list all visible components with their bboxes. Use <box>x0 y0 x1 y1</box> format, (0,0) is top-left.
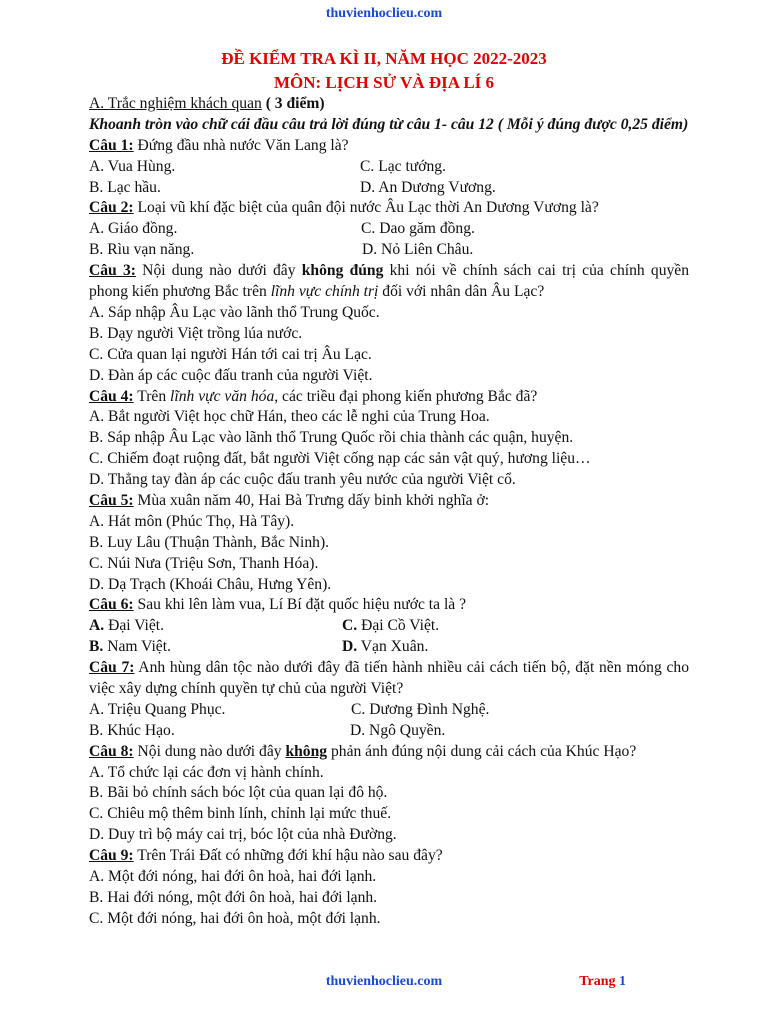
question-text: khi nói về chính sách cai trị của chính quyền phong kiến phương Bắc trên <box>89 262 690 301</box>
instruction: Khoanh tròn vào chữ cái đầu câu trả lời đúng từ câu 1- câu 12 ( Mỗi ý đúng được 0,25 điểm) <box>89 115 689 133</box>
question-text: Trên Trái Đất có những đới khí hậu nào sau đây? <box>133 847 443 865</box>
option-a[interactable]: A. Một đới nóng, hai đới ôn hoà, hai đới lạnh. <box>89 868 377 886</box>
option-b[interactable]: B. Luy Lâu (Thuận Thành, Bắc Ninh). <box>89 533 330 551</box>
option-d[interactable]: D. Dạ Trạch (Khoái Châu, Hưng Yên). <box>89 575 332 593</box>
option-d[interactable]: D. Đàn áp các cuộc đấu tranh của người Việt. <box>89 366 373 384</box>
option-a[interactable] <box>89 617 164 634</box>
question-label: Câu 8: <box>89 742 134 760</box>
option-a[interactable]: A. Triệu Quang Phục. <box>89 700 226 718</box>
option-c[interactable]: C. Một đới nóng, hai đới ôn hoà, một đới lạnh. <box>89 909 381 927</box>
option-row <box>89 178 689 199</box>
question-emphasis: không đúng <box>301 262 384 280</box>
question-4 <box>89 387 689 408</box>
option-b[interactable]: B. Sáp nhập Âu Lạc vào lãnh thổ Trung Quốc rồi chia thành các quận, huyện. <box>89 429 574 447</box>
option-d[interactable] <box>342 637 428 658</box>
option-d[interactable]: D. An Dương Vương. <box>360 178 496 196</box>
question-italic: lĩnh vực văn hóa <box>170 387 275 405</box>
question-8 <box>89 742 689 763</box>
option-c[interactable]: C. Chiêu mộ thêm binh lính, chỉnh lại mức thuế. <box>89 805 392 823</box>
question-text: Loại vũ khí đặc biệt của quân đội nước Âu Lạc thời An Dương Vương là? <box>133 199 599 217</box>
question-label: Câu 1: <box>89 136 134 154</box>
question-label: Câu 5: <box>89 491 134 509</box>
question-label: Câu 6: <box>89 596 134 614</box>
question-emphasis: không <box>285 742 328 760</box>
question-label: Câu 2: <box>89 199 134 217</box>
option-row <box>89 219 689 240</box>
question-1 <box>89 136 689 157</box>
exam-content <box>89 94 689 930</box>
question-9 <box>89 846 689 867</box>
question-text: , các triều đại phong kiến phương Bắc đã? <box>274 387 538 405</box>
option-b[interactable]: B. Rìu vạn năng. <box>89 241 195 259</box>
option-letter: C. <box>342 617 358 635</box>
option-row <box>89 637 689 658</box>
page-label: Trang <box>579 974 616 989</box>
option-a[interactable]: A. Vua Hùng. <box>89 157 176 175</box>
page-footer <box>0 974 768 994</box>
option-d[interactable]: D. Ngô Quyền. <box>350 721 446 739</box>
option-row <box>89 240 689 261</box>
option-b[interactable]: B. Lạc hầu. <box>89 178 161 196</box>
question-text: Đứng đầu nhà nước Văn Lang là? <box>133 136 349 154</box>
option-letter: A. <box>89 617 105 635</box>
footer-site: thuvienhoclieu.com <box>325 974 443 989</box>
option-c[interactable]: C. Núi Nưa (Triệu Sơn, Thanh Hóa). <box>89 554 319 572</box>
option-d[interactable]: D. Duy trì bộ máy cai trị, bóc lột của nhà Đường. <box>89 826 397 844</box>
question-2 <box>89 198 689 219</box>
option-a[interactable]: A. Sáp nhập Âu Lạc vào lãnh thổ Trung Quốc. <box>89 303 380 321</box>
option-b[interactable]: B. Khúc Hạo. <box>89 721 175 739</box>
option-row <box>89 616 689 637</box>
option-d[interactable]: D. Nỏ Liên Châu. <box>362 241 474 259</box>
option-c[interactable] <box>342 616 439 637</box>
option-a[interactable]: A. Hát môn (Phúc Thọ, Hà Tây). <box>89 512 295 530</box>
option-a[interactable]: A. Tổ chức lại các đơn vị hành chính. <box>89 763 324 781</box>
question-text: Nội dung nào dưới đây <box>133 742 286 760</box>
section-title: A. Trắc nghiệm khách quan <box>89 95 262 112</box>
option-c[interactable]: C. Dao găm đồng. <box>361 220 475 238</box>
question-label: Câu 4: <box>89 387 134 405</box>
option-b[interactable]: B. Hai đới nóng, một đới ôn hoà, hai đới lạnh. <box>89 888 378 906</box>
question-italic: lĩnh vực chính trị <box>270 283 379 301</box>
option-letter: B. <box>89 638 104 656</box>
option-c[interactable]: C. Lạc tướng. <box>360 157 446 175</box>
question-text: Anh hùng dân tộc nào dưới đây đã tiến hành nhiều cải cách tiến bộ, đặt nền móng cho việc xây dựng chính quyền tự chủ của người Việt? <box>89 659 689 697</box>
option-row <box>89 721 689 742</box>
question-text: Sau khi lên làm vua, Lí Bí đặt quốc hiệu nước ta là ? <box>133 596 467 614</box>
question-text: Mùa xuân năm 40, Hai Bà Trưng dấy binh khởi nghĩa ở: <box>133 491 490 509</box>
question-text: Nội dung nào dưới đây <box>135 262 302 280</box>
option-a[interactable]: A. Giáo đồng. <box>89 220 178 238</box>
option-c[interactable]: C. Cửa quan lại người Hán tới cai trị Âu Lạc. <box>89 345 372 363</box>
question-label: Câu 9: <box>89 847 134 865</box>
option-c[interactable]: C. Dương Đình Nghệ. <box>351 700 490 718</box>
page-number <box>579 974 626 990</box>
option-text: Đại Cồ Việt. <box>357 617 440 635</box>
question-text: đối với nhân dân Âu Lạc? <box>378 283 545 301</box>
page-num: 1 <box>619 974 626 989</box>
option-b[interactable]: B. Dạy người Việt trồng lúa nước. <box>89 324 303 342</box>
question-7 <box>89 658 689 700</box>
option-a[interactable]: A. Bắt người Việt học chữ Hán, theo các lễ nghi của Trung Hoa. <box>89 408 490 426</box>
question-text: phản ánh đúng nội dung cải cách của Khúc Hạo? <box>327 742 637 760</box>
option-b[interactable]: B. Bãi bỏ chính sách bóc lột của quan lại đô hộ. <box>89 784 388 802</box>
option-text: Vạn Xuân. <box>357 638 429 656</box>
option-b[interactable] <box>89 638 171 655</box>
question-label: Câu 3: <box>89 262 136 280</box>
question-label: Câu 7: <box>89 659 135 677</box>
question-text: Trên <box>133 387 171 405</box>
option-text: Đại Việt. <box>104 617 165 635</box>
option-row <box>89 700 689 721</box>
option-letter: D. <box>342 638 358 656</box>
option-row <box>89 157 689 178</box>
question-6 <box>89 595 689 616</box>
option-text: Nam Việt. <box>103 638 171 656</box>
section-heading <box>89 94 689 115</box>
option-c[interactable]: C. Chiếm đoạt ruộng đất, bắt người Việt cống nạp các sản vật quý, hương liệu… <box>89 450 591 468</box>
question-3 <box>89 261 689 303</box>
section-points: ( 3 điểm) <box>261 95 325 112</box>
subject-title: MÔN: LỊCH SỬ VÀ ĐỊA LÍ 6 <box>273 73 495 92</box>
question-5 <box>89 491 689 512</box>
option-d[interactable]: D. Thẳng tay đàn áp các cuộc đấu tranh yêu nước của người Việt cổ. <box>89 471 516 489</box>
header-site: thuvienhoclieu.com <box>325 6 443 21</box>
exam-title: ĐỀ KIỂM TRA KÌ II, NĂM HỌC 2022-2023 <box>221 49 547 68</box>
